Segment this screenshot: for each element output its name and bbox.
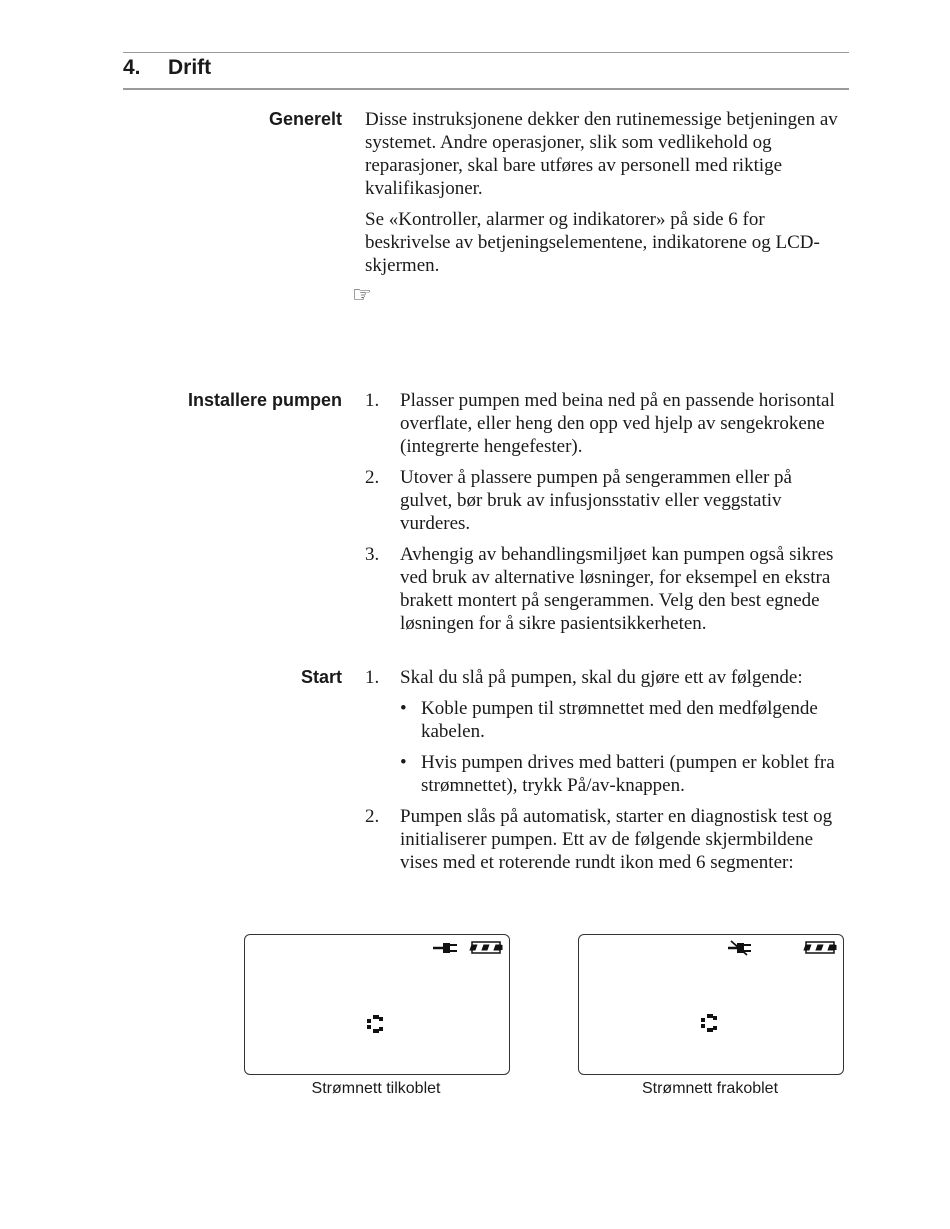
spinner-icon — [367, 1015, 383, 1033]
general-paragraph: Disse instruksjonene dekker den rutinemessige betjeningen av systemet. Andre operasjoner, slik som vedlikehold og reparasjoner, skal bare utføres av personell med riktige kvalifikasjoner. — [365, 109, 838, 199]
step-number: 1. — [365, 667, 380, 688]
list-item — [365, 805, 845, 874]
plug-disconnected-icon — [728, 941, 751, 955]
step-text: Pumpen slås på automatisk, starter en diagnostisk test og initialiserer pumpen. Ett av de følgende skjermbildene vises med et roterende rundt ikon med 6 segmenter: — [400, 806, 833, 873]
start-steps — [365, 666, 845, 882]
plug-connected-icon — [433, 943, 457, 953]
screen-caption: Strømnett frakoblet — [641, 1080, 779, 1097]
step-number: 2. — [365, 467, 380, 488]
lcd-screen-mains-disconnected — [578, 934, 844, 1075]
general-body — [365, 108, 840, 285]
bullet-item: • Hvis pumpen drives med batteri (pumpen er koblet fra strømnettet), trykk På/av-knappen. — [400, 752, 835, 796]
bullet-text: Hvis pumpen drives med batteri (pumpen er koblet fra strømnettet), trykk På/av-knappen. — [421, 752, 835, 796]
section-label-general: Generelt — [268, 109, 342, 129]
step-text: Plasser pumpen med beina ned på en passende horisontal overflate, eller heng den opp ved hjelp av sengekrokene (integrerte hengefester). — [400, 390, 835, 457]
list-item — [365, 543, 845, 635]
general-paragraph: Se «Kontroller, alarmer og indikatorer» på side 6 for beskrivelse av betjeningselementene, indikatorene og LCD-skjermen. — [365, 209, 820, 276]
lcd-screen-mains-connected — [244, 934, 510, 1075]
bullet-text: Koble pumpen til strømnettet med den medfølgende kabelen. — [421, 698, 818, 742]
pointing-hand-icon: ☞ — [352, 283, 372, 308]
section-label-install: Installere pumpen — [187, 390, 342, 410]
step-number: 1. — [365, 390, 380, 411]
step-number: 2. — [365, 806, 380, 827]
chapter-heading — [123, 56, 211, 80]
list-item — [365, 389, 845, 458]
screen-caption: Strømnett tilkoblet — [311, 1080, 441, 1097]
battery-icon — [803, 942, 836, 953]
header-rule-top — [123, 52, 849, 53]
step-text: Avhengig av behandlingsmiljøet kan pumpen også sikres ved bruk av alternative løsninger, for eksempel en ekstra brakett montert på sengerammen. Velg den best egnede løsningen for å sikre pasientsikkerheten. — [400, 544, 834, 634]
bullet-list — [400, 697, 845, 797]
step-number: 3. — [365, 544, 380, 565]
step-text: Utover å plassere pumpen på sengerammen eller på gulvet, bør bruk av infusjonsstativ eller veggstativ vurderes. — [400, 467, 792, 534]
spinner-icon — [701, 1014, 717, 1032]
step-text: Skal du slå på pumpen, skal du gjøre ett av følgende: — [400, 667, 803, 688]
section-label-start: Start — [300, 667, 342, 687]
list-item — [365, 466, 845, 535]
chapter-number: 4. — [123, 56, 141, 79]
header-rule-bottom — [123, 88, 849, 90]
chapter-title: Drift — [168, 56, 212, 79]
bullet-item: • Koble pumpen til strømnettet med den medfølgende kabelen. — [400, 698, 818, 742]
battery-icon — [469, 942, 502, 953]
install-steps — [365, 389, 845, 643]
list-item — [365, 666, 845, 797]
